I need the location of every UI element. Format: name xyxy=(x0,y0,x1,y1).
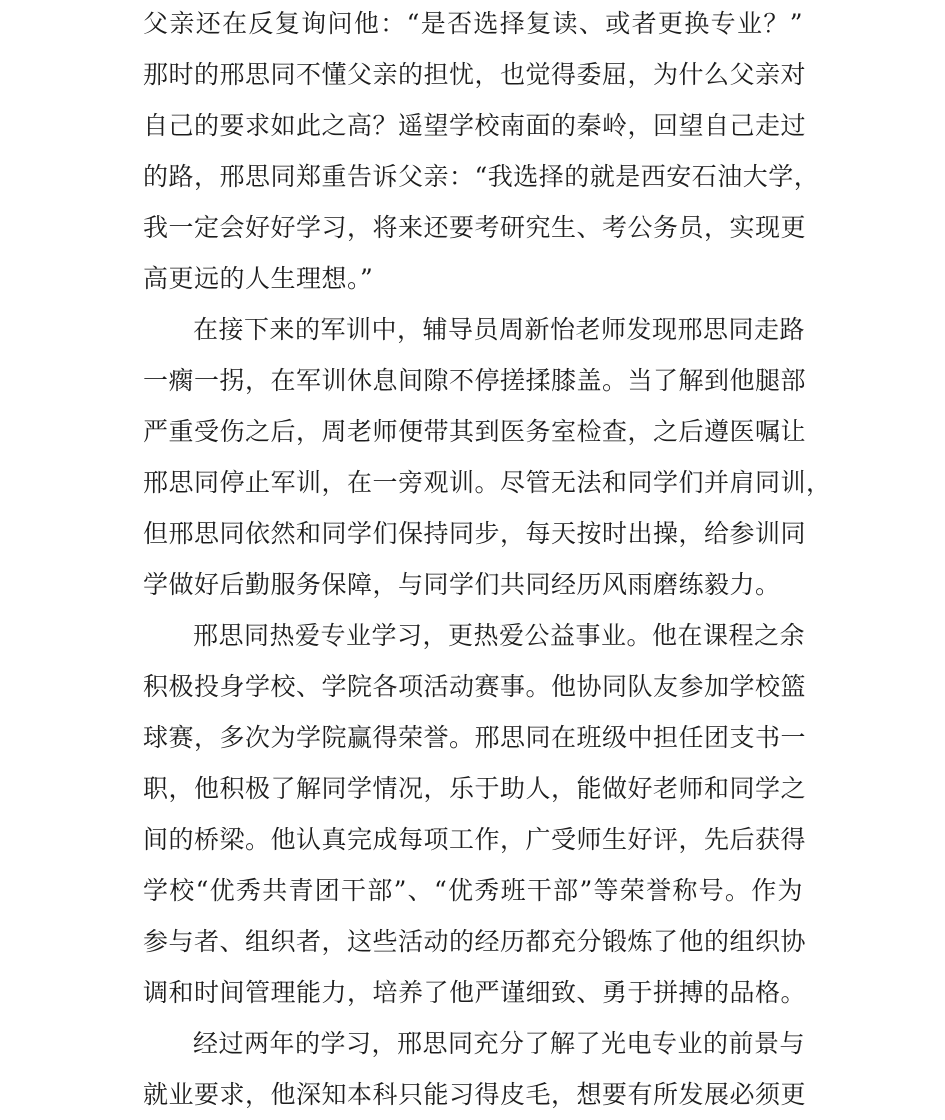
text-line: 那时的邢思同不懂父亲的担忧，也觉得委屈，为什么父亲对 xyxy=(143,60,807,89)
text-line: 邢思同停止军训，在一旁观训。尽管无法和同学们并肩同训， xyxy=(143,468,832,497)
text-line: 职，他积极了解同学情况，乐于助人，能做好老师和同学之 xyxy=(143,774,807,803)
text-line: 但邢思同依然和同学们保持同步，每天按时出操，给参训同 xyxy=(143,519,807,548)
text-line: 就业要求，他深知本科只能习得皮毛，想要有所发展必须更 xyxy=(143,1080,807,1109)
text-line: 高更远的人生理想。” xyxy=(143,264,374,293)
text-line: 父亲还在反复询问他：“是否选择复读、或者更换专业？” xyxy=(143,9,803,38)
text-line: 积极投身学校、学院各项活动赛事。他协同队友参加学校篮 xyxy=(143,672,807,701)
text-line: 经过两年的学习，邢思同充分了解了光电专业的前景与 xyxy=(193,1029,806,1058)
text-line: 调和时间管理能力，培养了他严谨细致、勇于拼搏的品格。 xyxy=(143,978,807,1007)
paragraph-4 xyxy=(143,1018,807,1120)
text-line: 学做好后勤服务保障，与同学们共同经历风雨磨练毅力。 xyxy=(143,570,781,599)
text-line: 我一定会好好学习，将来还要考研究生、考公务员，实现更 xyxy=(143,213,807,242)
text-line: 间的桥梁。他认真完成每项工作，广受师生好评，先后获得 xyxy=(143,825,807,854)
text-line: 学校“优秀共青团干部”、“优秀班干部”等荣誉称号。作为 xyxy=(143,876,803,905)
text-line: 严重受伤之后，周老师便带其到医务室检查，之后遵医嘱让 xyxy=(143,417,807,446)
text-line: 一瘸一拐，在军训休息间隙不停搓揉膝盖。当了解到他腿部 xyxy=(143,366,807,395)
paragraph-1 xyxy=(143,0,820,304)
text-line: 的路，邢思同郑重告诉父亲：“我选择的就是西安石油大学， xyxy=(143,162,820,191)
text-line: 球赛，多次为学院赢得荣誉。邢思同在班级中担任团支书一 xyxy=(143,723,807,752)
text-line: 在接下来的军训中，辅导员周新怡老师发现邢思同走路 xyxy=(193,315,806,344)
text-line: 邢思同热爱专业学习，更热爱公益事业。他在课程之余 xyxy=(193,621,806,650)
paragraph-2 xyxy=(143,304,832,610)
article-body xyxy=(143,0,832,1120)
text-line: 参与者、组织者，这些活动的经历都充分锻炼了他的组织协 xyxy=(143,927,807,956)
text-line: 自己的要求如此之高？遥望学校南面的秦岭，回望自己走过 xyxy=(143,111,807,140)
paragraph-3 xyxy=(143,610,807,1018)
